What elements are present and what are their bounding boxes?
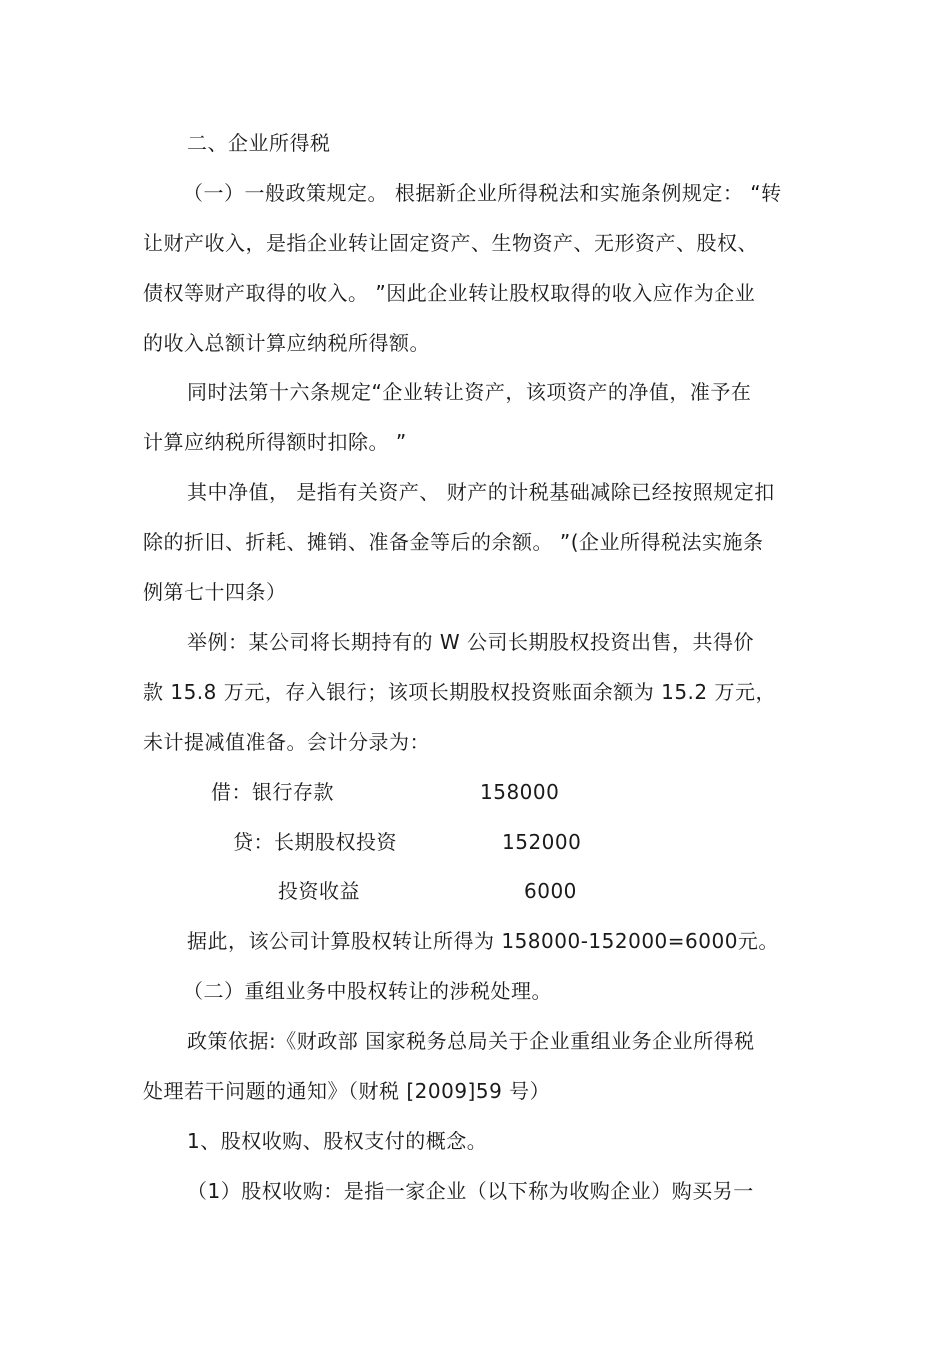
paragraph-line: 款 15.8 万元，存入银行；该项长期股权投资账面余额为 15.2 万元， (143, 680, 776, 704)
paragraph-line: 的收入总额计算应纳税所得额。 (143, 331, 430, 355)
paragraph-line: （二）重组业务中股权转让的涉税处理。 (183, 979, 552, 1003)
paragraph-line: 其中净值， 是指有关资产、 财产的计税基础减除已经按照规定扣 (187, 480, 775, 504)
journal-credit-label: 贷：长期股权投资 (233, 830, 397, 854)
paragraph-line: 1、股权收购、股权支付的概念。 (187, 1129, 488, 1153)
paragraph-line: （1）股权收购：是指一家企业（以下称为收购企业）购买另一 (187, 1179, 754, 1203)
journal-debit-label: 借：银行存款 (211, 780, 334, 804)
paragraph-line: 除的折旧、折耗、摊销、准备金等后的余额。 ”(企业所得税法实施条 (143, 530, 764, 554)
paragraph-line: 政策依据:《财政部 国家税务总局关于企业重组业务企业所得税 (187, 1029, 755, 1053)
paragraph-line: 债权等财产取得的收入。 ”因此企业转让股权取得的收入应作为企业 (143, 281, 756, 305)
journal-debit-amount: 158000 (480, 780, 560, 804)
paragraph-line: 未计提减值准备。会计分录为： (143, 730, 430, 754)
paragraph-line: 让财产收入，是指企业转让固定资产、生物资产、无形资产、股权、 (143, 231, 758, 255)
paragraph-line: 例第七十四条） (143, 580, 287, 604)
paragraph-line: 同时法第十六条规定“企业转让资产，该项资产的净值，准予在 (187, 380, 752, 404)
section-heading: 二、企业所得税 (187, 131, 331, 155)
paragraph-line: 处理若干问题的通知》（财税 [2009]59 号） (143, 1079, 551, 1103)
journal-credit-amount: 152000 (502, 830, 582, 854)
journal-credit2-label: 投资收益 (278, 879, 360, 903)
paragraph-line: 举例：某公司将长期持有的 W 公司长期股权投资出售，共得价 (187, 630, 754, 654)
journal-credit2-amount: 6000 (524, 879, 577, 903)
paragraph-line: 据此，该公司计算股权转让所得为 158000-152000=6000元。 (187, 929, 779, 953)
paragraph-line: 计算应纳税所得额时扣除。 ” (143, 430, 407, 454)
paragraph-line: （一）一般政策规定。 根据新企业所得税法和实施条例规定： “转 (183, 181, 782, 205)
